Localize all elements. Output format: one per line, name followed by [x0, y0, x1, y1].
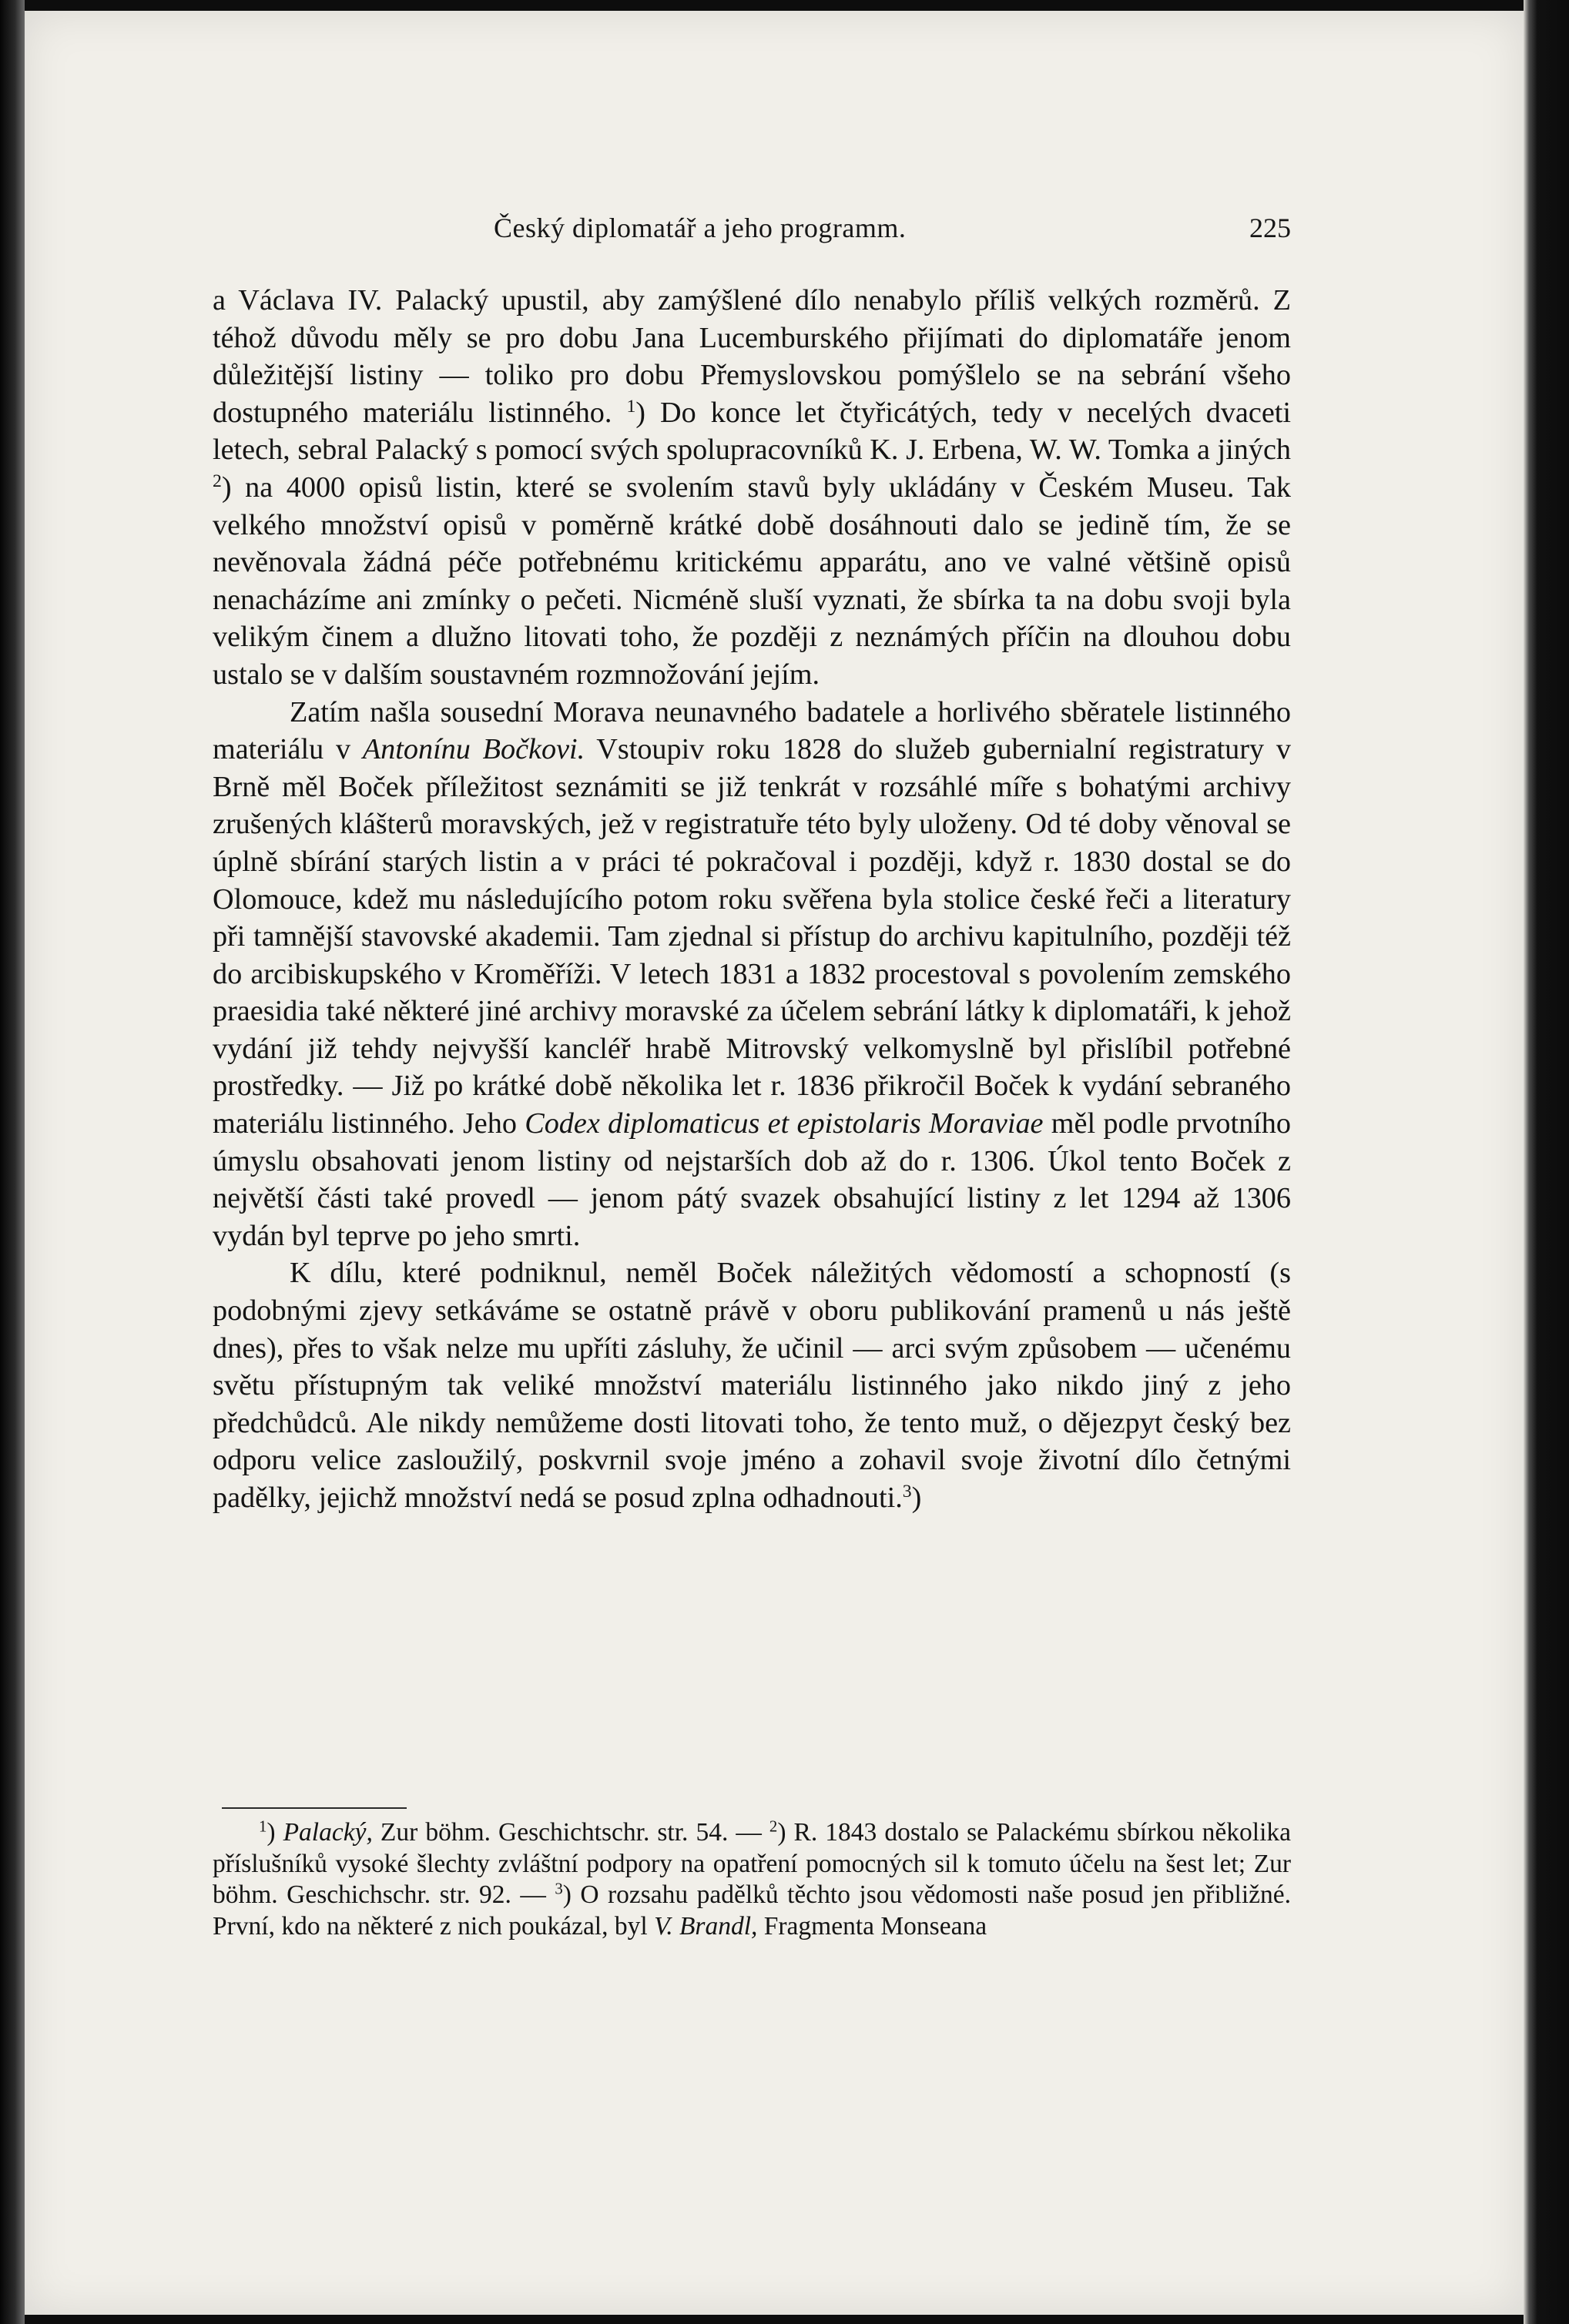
paragraph-2 [213, 694, 1291, 1255]
footnote-3-text: ) O rozsahu padělků těchto jsou vědomosti naše posud jen přibližné. První, kdo na některé z nich poukázal, byl [213, 1880, 1291, 1941]
footnote-mark-3: 3 [555, 1880, 563, 1898]
paragraph-1-part-c: ) na 4000 opisů listin, které se svolením stavů byly ukládány v Českém Museu. Tak velkého množství opisů v poměrně krátké době dosáhnouti dalo se jedině tím, že se nevěnovala žádná péče potřebnému kritickému apparátu, ano ve valné většině opisů nenacházíme ani zmínky o pečeti. Nicméně sluší vyznati, že sbírka ta na dobu svoji byla velikým činem a dlužno litovati toho, že později z neznámých příčin na dlouhou dobu ustalo se v dalším soustavném rozmnožování jejím. [213, 470, 1291, 691]
codex-title: Codex diplomaticus et epistolaris Moraviae [525, 1107, 1044, 1140]
book-edge-right [1524, 0, 1569, 2324]
paragraph-2-part-c: měl podle prvotního úmyslu obsahovati jenom listiny od nejstarších dob až do r. 1306. Úkol tento Boček z největší části také provedl — jenom pátý svazek obsahující listiny z let 1294 až 1306 vydán byl teprve po jeho smrti. [213, 1107, 1291, 1252]
footnotes [213, 1817, 1291, 1942]
paragraph-1-part-a: a Václava IV. Palacký upustil, aby zamýšlené dílo nenabylo příliš velkých rozměrů. Z téhož důvodu měly se pro dobu Jana Lucemburského přijímati do diplomatáře jenom důležitější listiny — toliko pro dobu Přemyslovskou pomýšlelo se na sebrání všeho dostupného materiálu listinného. [213, 284, 1291, 429]
page-number: 225 [1249, 213, 1291, 243]
footnote-mark-1: 1 [259, 1817, 267, 1836]
footnote-1-author: Palacký, [283, 1818, 373, 1847]
footnote-1-text: Zur böhm. Geschichtschr. str. 54. — [372, 1818, 769, 1847]
paragraph-2-part-b: Vstoupiv roku 1828 do služeb gubernialní registratury v Brně měl Boček příležitost seznámiti se již tenkrát v rozsáhlé míře s bohatými archivy zrušených klášterů moravských, jež v registratuře této byly uloženy. Od té doby věnoval se úplně sbírání starých listin a v práci té pokračoval i později, když r. 1830 dostal se do Olomouce, kdež mu následujícího potom roku svěřena byla stolice české řeči a literatury při tamnější stavovské akademii. Tam zjednal si přístup do archivu kapitulního, později též do arcibiskupského v Kroměříži. V letech 1831 a 1832 procestoval s povolením zemského praesidia také některé jiné archivy moravské za účelem sebrání látky k diplomatáři, k jehož vydání již tehdy nejvyšší kancléř hrabě Mitrovský velkomyslně byl přislíbil potřebné prostředky. — Již po krátké době několika let r. 1836 přikročil Boček k vydání sebraného materiálu listinného. Jeho [213, 733, 1291, 1140]
footnote-3-tail: Fragmenta Monseana [757, 1911, 987, 1941]
paragraph-1 [213, 282, 1291, 694]
paragraph-3 [213, 1254, 1291, 1516]
running-head: Český diplomatář a jeho programm. [494, 213, 907, 243]
footnote-ref-1[interactable]: 1 [626, 396, 636, 417]
paragraph-3-part-a: K dílu, které podniknul, neměl Boček náležitých vědomostí a schopností (s podobnými zjevy setkáváme se ostatně právě v oboru publikování pramenů u nás ještě dnes), přes to však nelze mu upříti zásluhy, že učinil — arci svým způsobem — učenému světu přístupným tak veliké množství materiálu listinného jako nikdo jiný z jeho předchůdců. Ale nikdy nemůžeme dosti litovati toho, že tento muž, o dějezpyt český bez odporu velice zasloužilý, poskvrnil svoje jméno a zohavil svoje životní dílo četnými padělky, jejichž množství nedá se posud zplna odhadnouti. [213, 1257, 1291, 1514]
paragraph-3-end: ) [911, 1482, 922, 1514]
footnote-2-text: ) R. 1843 dostalo se Palackému sbírkou několika příslušníků vysoké šlechty zvláštní podpory na opatření pomocných sil k tomuto účelu na šest let; Zur böhm. Geschichschr. str. 92. — [213, 1818, 1291, 1909]
body-text [213, 282, 1291, 1517]
paragraph-1-part-b: ) Do konce let čtyřicátých, tedy v necelých dvaceti letech, sebral Palacký s pomocí svých spolupracovníků K. J. Erbena, W. W. Tomka a jiných [213, 396, 1291, 467]
footnote-3-author: V. Brandl, [654, 1911, 758, 1941]
paragraph-2-part-a: Zatím našla sousední Morava neunavného badatele a horlivého sběratele listinného materiálu v [213, 695, 1291, 766]
footnote-block: $^1$) Palacký, Zur böhm. Geschichtschr. str. 54. — $^2$) R. 1843 dostalo se Palackému sbírkou několika příslušníků vysoké šlechty zvláštní podpory na opatření pomocných sil k tomuto účelu na šest let; Zur böhm. Geschichschr. str. 92. — $^3$) O rozsahu padělků těchto jsou vědomosti naše posud jen přibližné. První, kdo na některé z nich poukázal, byl V. Brandl, Fragmenta Monseana [213, 1817, 1291, 1941]
footnote-mark-2: 2 [769, 1817, 778, 1836]
book-edge-left [0, 0, 25, 2324]
footnote-rule [222, 1807, 407, 1809]
name-antonin-bocek: Antonínu Bočkovi. [362, 733, 585, 766]
footnote-ref-2[interactable]: 2 [213, 470, 222, 491]
page-header [213, 212, 1291, 250]
footnote-ref-3[interactable]: 3 [902, 1481, 912, 1502]
